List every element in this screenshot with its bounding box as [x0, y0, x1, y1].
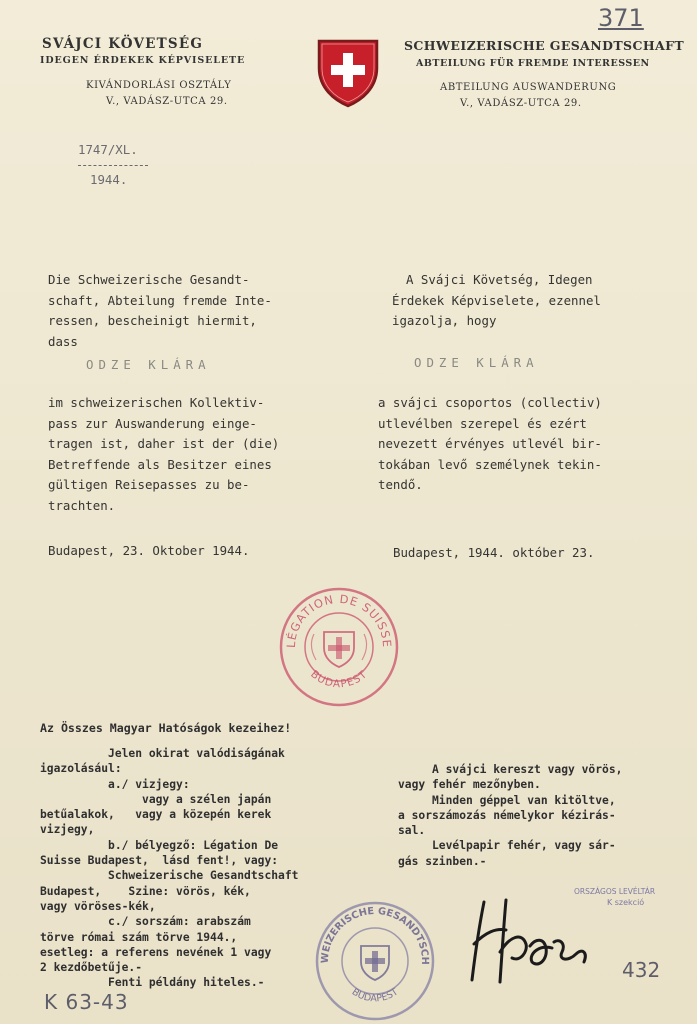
pencil-annotation-bottom-right: 432	[622, 958, 661, 982]
hungarian-name: ODZE KLÁRA	[414, 355, 539, 370]
text-line: Betreffende als Besitzer eines	[48, 456, 272, 472]
reference-divider	[78, 165, 148, 166]
text-line: gültigen Reisepasses zu be-	[48, 477, 250, 492]
auth-line: törve római szám törve 1944.,	[40, 930, 238, 944]
text-line: Érdekek Képviselete, ezennel	[392, 292, 601, 308]
auth-line: a sorszámozás némelykor kézirás-	[398, 808, 616, 822]
header-de-subtitle: ABTEILUNG FÜR FREMDE INTERESSEN	[416, 58, 650, 69]
text-line: trachten.	[48, 497, 116, 513]
stamp-top-text: LÉGATION DE SUISSE	[283, 591, 395, 649]
text-line: A Svájci Követség, Idegen	[406, 272, 593, 287]
header-hu-dept: KIVÁNDORLÁSI OSZTÁLY	[86, 80, 232, 91]
german-body	[48, 393, 279, 516]
auth-line: betűalakok, vagy a közepén kerek	[40, 808, 272, 822]
auth-line: vagy vöröses-kék,	[40, 899, 156, 913]
header-de-dept: ABTEILUNG AUSWANDERUNG	[440, 82, 617, 93]
auth-line: vagy fehér mezőnyben.	[398, 778, 541, 792]
header-de-title: SCHWEIZERISCHE GESANDTSCHAFT	[404, 38, 685, 53]
header-hu-title: SVÁJCI KÖVETSÉG	[42, 36, 204, 52]
text-line: igazolja, hogy	[392, 313, 497, 328]
text-line: a svájci csoportos (collectiv)	[378, 395, 602, 410]
auth-line: vagy a szélen japán	[40, 792, 272, 806]
text-line: tokában levő személynek tekin-	[378, 456, 602, 472]
svg-text:BUDAPEST	[308, 668, 370, 690]
text-line: im schweizerischen Kollektiv-	[48, 395, 265, 410]
auth-line: Jelen okirat valódiságának	[40, 747, 285, 760]
header-de-address: V., VADÁSZ-UTCA 29.	[460, 98, 582, 109]
auth-line: Fenti példány hiteles.-	[40, 976, 265, 990]
pencil-annotation-top: 371	[598, 4, 644, 32]
legation-stamp-icon	[278, 586, 400, 708]
svg-text:BUDAPEST	[350, 987, 401, 1005]
archive-stamp-line2: K szekció	[606, 898, 645, 907]
stamp-bottom-bottom-text: BUDAPEST	[349, 986, 401, 1005]
auth-right-block	[398, 762, 622, 869]
auth-line: c./ sorszám: arabszám	[40, 915, 251, 929]
auth-heading: Az Összes Magyar Hatóságok kezeihez!	[40, 721, 292, 735]
gesandtschaft-stamp-icon	[314, 900, 436, 1022]
auth-line: esetleg: a referens nevének 1 vagy	[40, 945, 272, 959]
auth-line: Schweizerische Gesandtschaft	[40, 869, 299, 883]
reference-year: 1944.	[90, 172, 128, 187]
auth-line: igazolásául:	[40, 762, 122, 776]
auth-line: Levélpapir fehér, vagy sár-	[398, 839, 616, 853]
pencil-annotation-bottom-left: K 63-43	[44, 990, 129, 1014]
text-line: tragen ist, daher ist der (die)	[48, 436, 280, 451]
text-line: nevezett érvényes utlevél bir-	[378, 436, 602, 451]
text-line: dass	[48, 333, 78, 349]
auth-line: vizjegy,	[40, 823, 95, 837]
auth-line: A svájci kereszt vagy vörös,	[398, 763, 623, 776]
auth-line: a./ vizjegy:	[40, 777, 190, 791]
german-date: Budapest, 23. Oktober 1944.	[48, 543, 250, 558]
text-line: Die Schweizerische Gesandt-	[48, 272, 250, 287]
archive-stamp-line1: ORSZÁGOS LEVÉLTÁR	[574, 887, 656, 896]
auth-line: Budapest, Szine: vörös, kék,	[40, 884, 251, 898]
text-line: ressen, bescheinigt hiermit,	[48, 313, 257, 328]
text-line: tendő.	[378, 477, 423, 492]
german-name: ODZE KLÁRA	[86, 357, 211, 372]
reference-number: 1747/XL.	[78, 142, 138, 157]
hungarian-intro	[392, 270, 601, 332]
german-intro	[48, 270, 272, 352]
auth-line: gás szinben.-	[398, 854, 487, 868]
auth-line: b./ bélyegző: Légation De	[40, 838, 279, 852]
auth-left-block	[40, 746, 298, 991]
auth-line: 2 kezdőbetűje.-	[40, 961, 143, 975]
hungarian-date: Budapest, 1944. október 23.	[393, 545, 595, 560]
signature-icon	[466, 892, 606, 988]
header-hu-subtitle: IDEGEN ÉRDEKEK KÉPVISELETE	[40, 55, 246, 66]
swiss-shield-icon	[316, 38, 380, 108]
text-line: schaft, Abteilung fremde Inte-	[48, 292, 272, 308]
hungarian-body	[378, 393, 602, 496]
header-hu-address: V., VADÁSZ-UTCA 29.	[106, 96, 228, 107]
auth-line: sal.	[398, 824, 426, 838]
auth-line: Minden géppel van kitöltve,	[398, 793, 616, 807]
auth-line: Suisse Budapest, lásd fent!, vagy:	[40, 854, 279, 868]
stamp-bottom-text: WEIZERISCHE GESANDTSCH	[319, 905, 431, 965]
text-line: pass zur Auswanderung einge-	[48, 415, 257, 431]
text-line: utlevélben szerepel és ezért	[378, 415, 587, 431]
stamp-top-bottom-text: BUDAPEST	[308, 668, 370, 691]
